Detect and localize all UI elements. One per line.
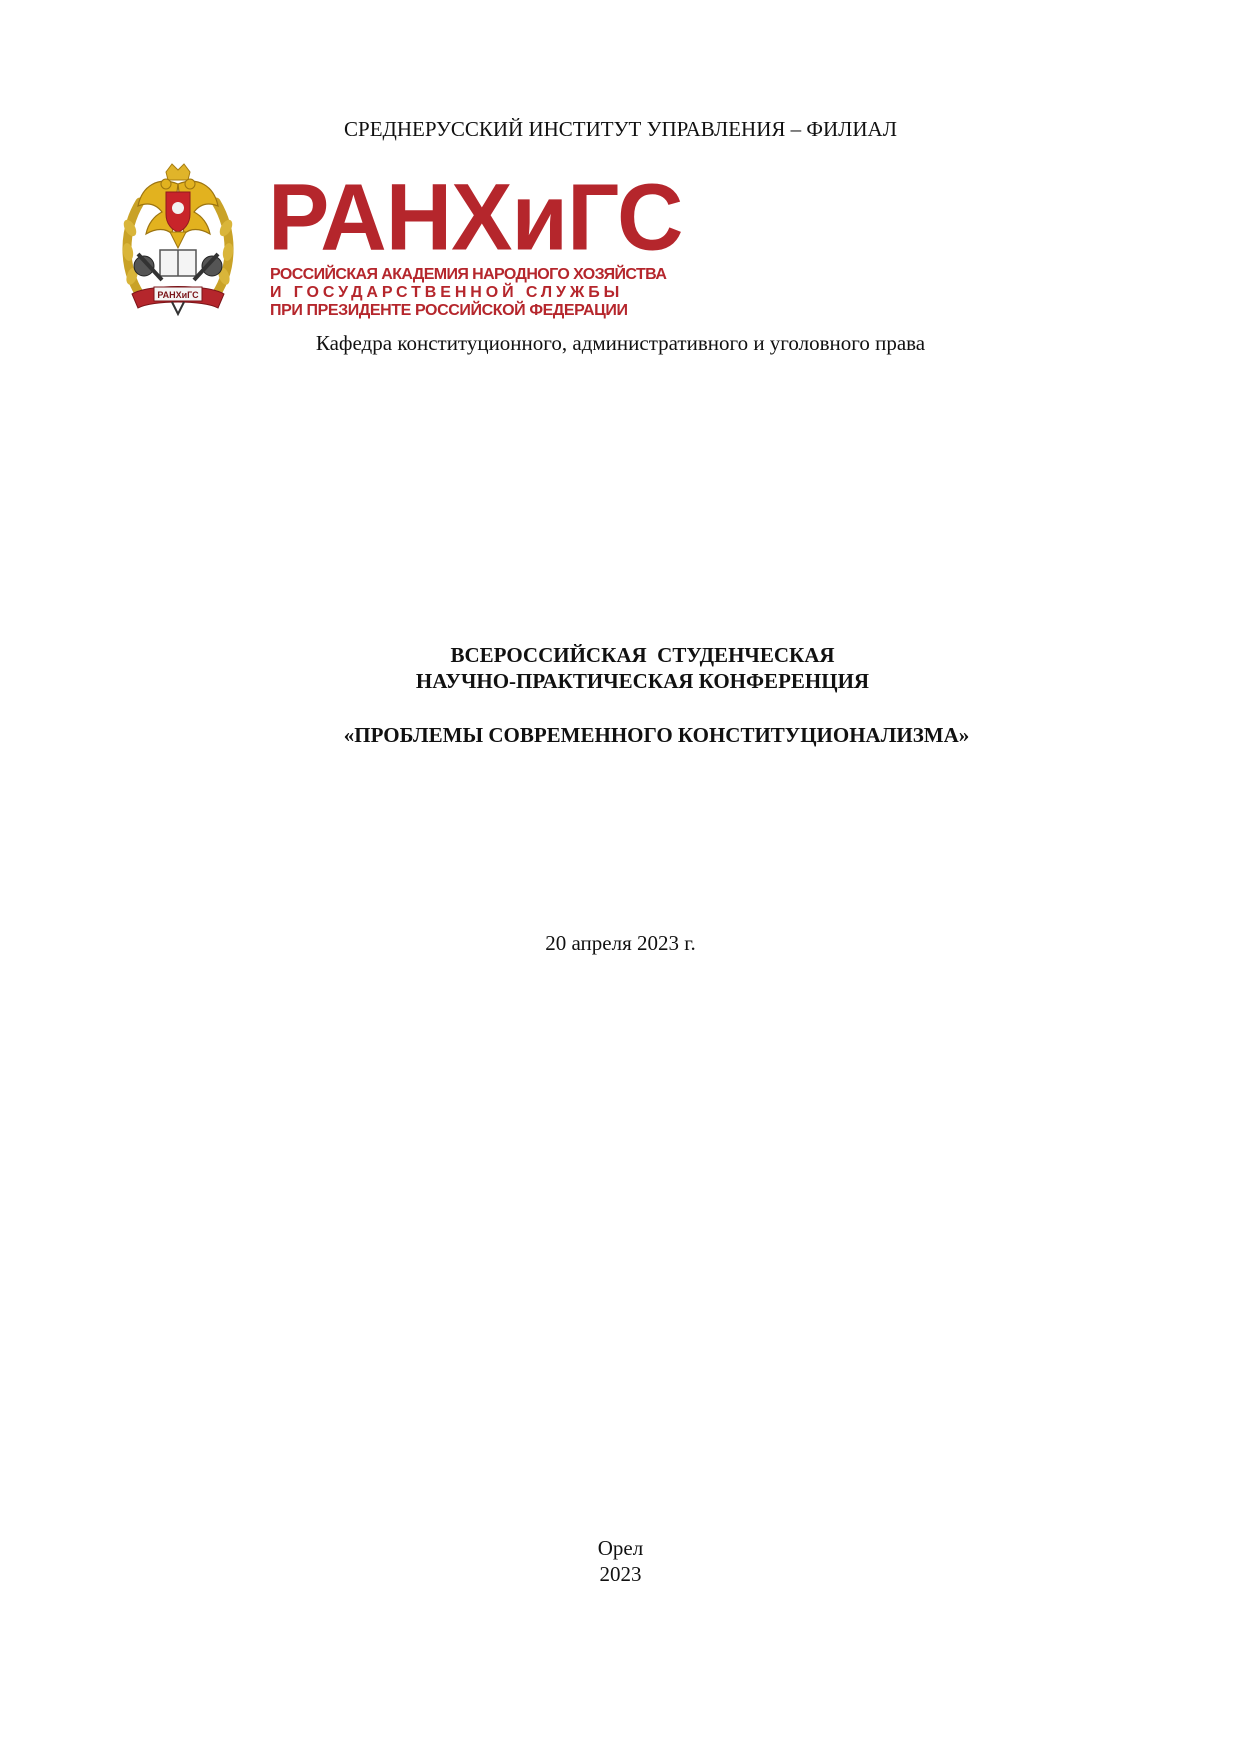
conference-type-line2: НАУЧНО-ПРАКТИЧЕСКАЯ КОНФЕРЕНЦИЯ [415, 669, 870, 693]
ranepa-fullname-line1: РОССИЙСКАЯ АКАДЕМИЯ НАРОДНОГО ХОЗЯЙСТВА [270, 266, 667, 283]
ranepa-fullname-line2: И ГОСУДАРСТВЕННОЙ СЛУЖБЫ [270, 284, 624, 301]
ranepa-logo [118, 162, 683, 328]
department-name: Кафедра конституционного, административного и уголовного права [315, 331, 926, 355]
double-headed-eagle-emblem-icon [118, 162, 238, 328]
conference-title: «ПРОБЛЕМЫ СОВРЕМЕННОГО КОНСТИТУЦИОНАЛИЗМА» [343, 723, 970, 747]
ranepa-wordmark [268, 164, 683, 328]
svg-text:РАНХиГС: РАНХиГС [157, 290, 199, 300]
publication-city: Орел [597, 1536, 644, 1560]
conference-date: 20 апреля 2023 г. [545, 931, 696, 955]
ranepa-fullname-line3: ПРИ ПРЕЗИДЕНТЕ РОССИЙСКОЙ ФЕДЕРАЦИИ [270, 302, 628, 319]
conference-type-line1: ВСЕРОССИЙСКАЯ СТУДЕНЧЕСКАЯ [450, 643, 835, 667]
publication-year: 2023 [599, 1562, 642, 1586]
ranepa-abbreviation: РАНХиГС [268, 164, 683, 270]
institute-name: СРЕДНЕРУССКИЙ ИНСТИТУТ УПРАВЛЕНИЯ – ФИЛИАЛ [344, 117, 897, 141]
